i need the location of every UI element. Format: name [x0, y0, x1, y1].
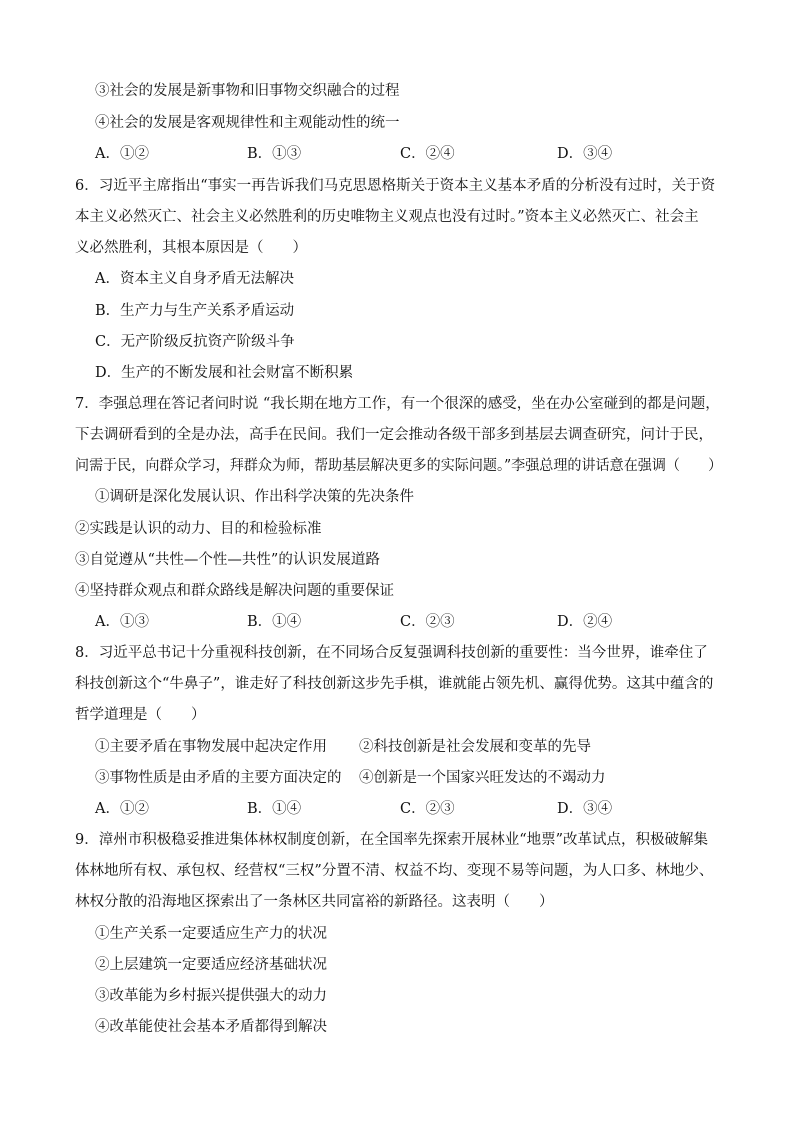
q8-option-b[interactable]: B．①④: [247, 801, 302, 817]
q6-choice-b[interactable]: B．生产力与生产关系矛盾运动: [95, 303, 295, 319]
q5-option-d[interactable]: D．③④: [557, 146, 613, 162]
q7-item-2: ②实践是认识的动力、目的和检验标准: [75, 521, 322, 537]
q7-stem-line-3: 问需于民，向群众学习，拜群众为师，帮助基层解决更多的实际问题。”李强总理的讲话意在强调（ ）: [75, 458, 723, 474]
q8-item-3: ③事物性质是由矛盾的主要方面决定的: [95, 770, 342, 786]
q8-item-4: ④创新是一个国家兴旺发达的不竭动力: [359, 770, 606, 786]
q7-option-a[interactable]: A．①③: [95, 614, 149, 630]
q8-option-c[interactable]: C．②③: [400, 801, 455, 817]
q8-stem-line-3: 哲学道理是（ ）: [75, 707, 206, 723]
q7-item-4: ④坚持群众观点和群众路线是解决问题的重要保证: [75, 583, 394, 599]
q9-stem-line-1: 9．漳州市积极稳妥推进集体林权制度创新，在全国率先探索开展林业“地票”改革试点，积极破解集: [75, 832, 709, 848]
q6-stem-line-1: 6．习近平主席指出“事实一再告诉我们马克思恩格斯关于资本主义基本矛盾的分析没有过时，关于资: [75, 178, 716, 194]
q7-item-1: ①调研是深化发展认识、作出科学决策的先决条件: [95, 489, 414, 505]
q6-choice-d[interactable]: D．生产的不断发展和社会财富不断积累: [95, 365, 354, 381]
q5-option-b[interactable]: B．①③: [247, 146, 302, 162]
q5-option-a[interactable]: A．①②: [95, 146, 149, 162]
q9-item-4: ④改革能使社会基本矛盾都得到解决: [95, 1019, 327, 1035]
q7-option-d[interactable]: D．②④: [557, 614, 613, 630]
q6-stem-line-2: 本主义必然灭亡、社会主义必然胜利的历史唯物主义观点也没有过时。”资本主义必然灭亡、社会主: [75, 209, 699, 225]
q6-choice-c[interactable]: C．无产阶级反抗资产阶级斗争: [95, 334, 295, 350]
q8-stem-line-1: 8．习近平总书记十分重视科技创新，在不同场合反复强调科技创新的重要性：当今世界，谁牵住了: [75, 645, 708, 661]
q8-item-1: ①主要矛盾在事物发展中起决定作用: [95, 739, 327, 755]
q9-stem-line-2: 体林地所有权、承包权、经营权“三权”分置不清、权益不均、变现不易等问题，为人口多、林地少、: [75, 863, 714, 879]
q5-item-3: ③社会的发展是新事物和旧事物交织融合的过程: [95, 83, 400, 99]
q7-stem-line-1: 7．李强总理在答记者问时说 “我长期在地方工作，有一个很深的感受，坐在办公室碰到的都是问题，: [75, 396, 720, 412]
q9-stem-line-3: 林权分散的沿海地区探索出了一条林区共同富裕的新路径。这表明（ ）: [75, 894, 554, 910]
q7-item-3: ③自觉遵从“共性—个性—共性”的认识发展道路: [75, 552, 380, 568]
q9-item-1: ①生产关系一定要适应生产力的状况: [95, 926, 327, 942]
q8-option-a[interactable]: A．①②: [95, 801, 149, 817]
q8-item-2: ②科技创新是社会发展和变革的先导: [359, 739, 591, 755]
q8-option-d[interactable]: D．③④: [557, 801, 613, 817]
q8-items-row-2: [95, 768, 735, 788]
q7-option-b[interactable]: B．①④: [247, 614, 302, 630]
q8-items-row-1: [95, 737, 735, 757]
q7-stem-line-2: 下去调研看到的全是办法，高手在民间。我们一定会推动各级干部多到基层去调查研究，问计于民，: [75, 427, 713, 443]
q7-option-c[interactable]: C．②③: [400, 614, 455, 630]
q8-stem-line-2: 科技创新这个“牛鼻子”，谁走好了科技创新这步先手棋，谁就能占领先机、赢得优势。这其中蕴含的: [75, 676, 714, 692]
q5-item-4: ④社会的发展是客观规律性和主观能动性的统一: [95, 115, 400, 131]
q9-item-2: ②上层建筑一定要适应经济基础状况: [95, 957, 327, 973]
q5-options: [95, 144, 735, 164]
q7-options: [95, 612, 735, 632]
q8-options: [95, 799, 735, 819]
q9-item-3: ③改革能为乡村振兴提供强大的动力: [95, 988, 327, 1004]
q6-stem-line-3: 义必然胜利，其根本原因是（ ）: [75, 240, 307, 256]
q6-choice-a[interactable]: A．资本主义自身矛盾无法解决: [95, 271, 294, 287]
q5-option-c[interactable]: C．②④: [400, 146, 455, 162]
